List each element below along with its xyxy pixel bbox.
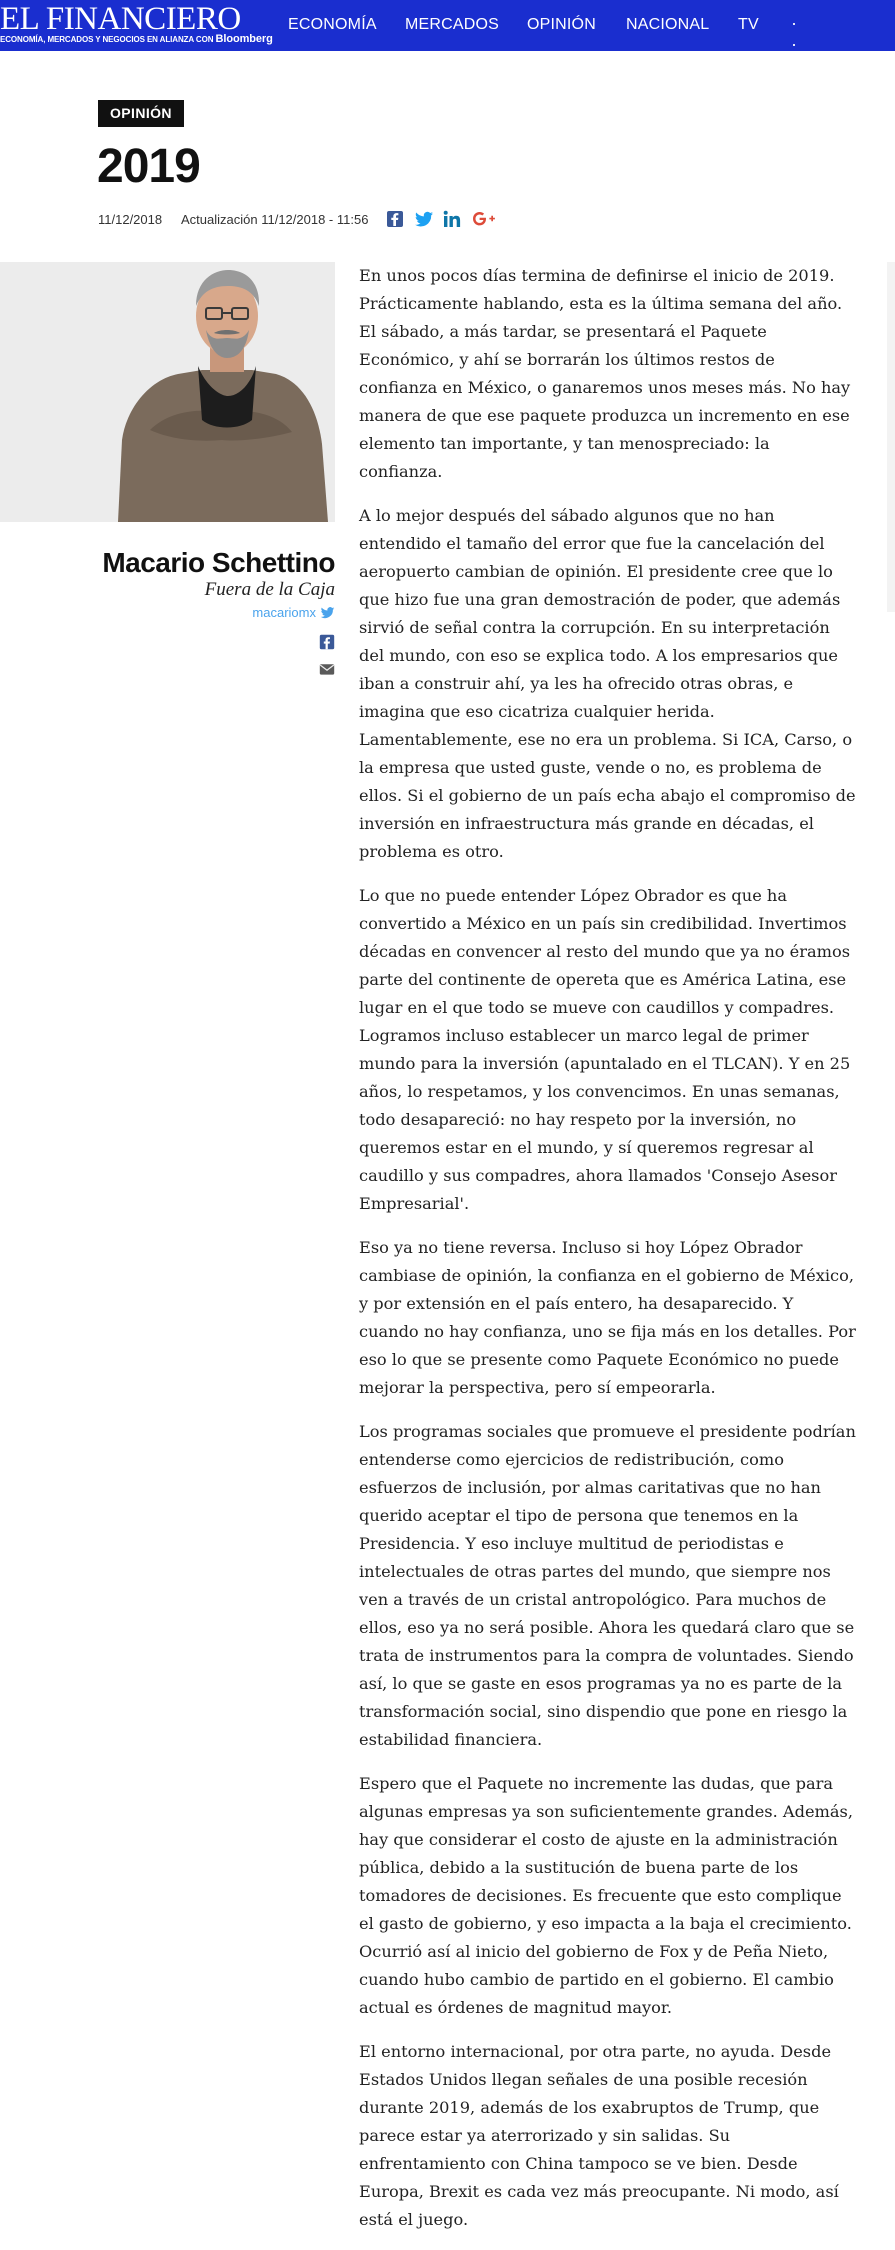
linkedin-icon <box>442 209 462 229</box>
top-navigation-bar <box>0 0 895 75</box>
logo-name: EL FINANCIERO <box>0 1 241 37</box>
article-paragraph: En unos pocos días termina de definirse el inicio de 2019. Prácticamente hablando, esta es la última semana del año. El sábado, a más tardar, se presentará el Paquete Económico, y ahí se borrarán los últimos restos de confianza en México, o ganaremos unos meses más. No hay manera de que ese paquete produzca un incremento en ese elemento tan importante, y tan menospreciado: la confianza. <box>359 266 851 481</box>
article-updated: Actualización 11/12/2018 - 11:56 <box>181 212 369 227</box>
site-logo[interactable] <box>0 1 273 48</box>
facebook-icon <box>319 634 335 650</box>
logo-tagline-text: ECONOMÍA, MERCADOS Y NEGOCIOS EN ALIANZA CON <box>0 35 214 44</box>
article-title: 2019 <box>97 140 200 193</box>
article-paragraph: Lo que no puede entender López Obrador es que ha convertido a México en un país sin credibilidad. Invertimos décadas en convencer al resto del mundo que ya no éramos parte del continente de opereta que es América Latina, ese lugar en el que todo se mueve con caudillos y compadres. Logramos incluso establecer un marco legal de primer mundo para la inversión (apuntalado en el TLCAN). Y en 25 años, lo respetamos, y los convencimos. En unas semanas, todo desapareció: no hay respeto por la inversión, no queremos estar en el mundo, y sí queremos regresar al caudillo y sus compadres, ahora llamados 'Consejo Asesor Empresarial'. <box>359 886 851 1213</box>
article-paragraph: Espero que el Paquete no incremente las dudas, que para algunas empresas ya son suficientemente grandes. Además, hay que considerar el costo de ajuste en la administración pública, debido a la sustitución de buena parte de los tomadores de decisiones. Es frecuente que esto complique el gasto de gobierno, y eso impacta a la baja el crecimiento. Ocurrió así al inicio del gobierno de Fox y de Peña Nieto, cuando hubo cambio de partido en el gobierno. El cambio actual es órdenes de magnitud mayor. <box>359 1774 853 2017</box>
side-ad-placeholder <box>887 262 895 612</box>
author-portrait <box>0 262 335 522</box>
google-plus-icon <box>472 209 496 229</box>
author-photo <box>0 262 335 522</box>
nav-item-tv[interactable]: TV <box>738 16 759 33</box>
author-name[interactable]: Macario Schettino <box>102 547 335 578</box>
column-name: Fuera de la Caja <box>204 579 335 600</box>
logo-partner: Bloomberg <box>215 33 273 45</box>
nav-item-economia[interactable]: ECONOMÍA <box>288 16 377 33</box>
section-badge[interactable]: OPINIÓN <box>98 100 184 127</box>
facebook-icon <box>385 209 405 229</box>
article-paragraph: El entorno internacional, por otra parte, no ayuda. Desde Estados Unidos llegan señales de una posible recesión durante 2019, además de los exabruptos de Trump, que parece estar ya aterrorizado y sin salidas. Su enfrentamiento con China tampoco se ve bien. Desde Europa, Brexit es cada vez más preocupante. Ni modo, así está el juego. <box>359 2042 839 2229</box>
share-twitter-button[interactable] <box>414 209 434 229</box>
logo-tagline <box>0 34 273 45</box>
author-facebook-link[interactable] <box>319 634 335 650</box>
nav-item-opinion[interactable]: OPINIÓN <box>527 16 596 33</box>
article-body <box>359 262 857 2250</box>
author-email-link[interactable] <box>319 661 335 677</box>
nav-item-nacional[interactable]: NACIONAL <box>626 16 710 33</box>
share-facebook-button[interactable] <box>385 209 405 229</box>
author-twitter-link[interactable] <box>252 603 335 623</box>
envelope-icon <box>319 661 335 677</box>
article-paragraph: Los programas sociales que promueve el presidente podrían entenderse como ejercicios de redistribución, como esfuerzos de inclusión, por almas caritativas que no han querido aceptar el tipo de persona que tenemos en la Presidencia. Y eso incluye multitud de periodistas e intelectuales de otras partes del mundo, que siempre nos ven a través de un cristal antropológico. Para muchos de ellos, eso ya no será posible. Ahora les quedará claro que se trata de instrumentos para la compra de voluntades. Siendo así, lo que se gaste en esos programas ya no es parte de la transformación social, sino dispendio que pone en riesgo la estabilidad financiera. <box>359 1422 856 1749</box>
twitter-icon <box>414 209 434 229</box>
article-paragraph: A lo mejor después del sábado algunos que no han entendido el tamaño del error que fue la cancelación del aeropuerto cambian de opinión. El presidente cree que lo que hizo fue una gran demostración de poder, que además sirvió de señal contra la corrupción. En su interpretación del mundo, con eso se explica todo. A los empresarios que iban a construir ahí, ya les ha ofrecido otras obras, e imagina que eso cicatriza cualquier herida. Lamentablemente, ese no era un problema. Si ICA, Carso, o la empresa que usted guste, vende o no, es problema de ellos. Si el gobierno de un país echa abajo el compromiso de inversión en infraestructura más grande en décadas, el problema es otro. <box>359 506 856 861</box>
twitter-icon <box>320 605 335 620</box>
share-linkedin-button[interactable] <box>442 209 462 229</box>
share-google-plus-button[interactable] <box>472 209 496 229</box>
nav-more-button[interactable]: · · · <box>791 13 799 75</box>
nav-item-mercados[interactable]: MERCADOS <box>405 16 500 33</box>
author-handle: macariomx <box>252 605 316 620</box>
article-paragraph: Eso ya no tiene reversa. Incluso si hoy López Obrador cambiase de opinión, la confianza en el gobierno de México, y por extensión en el país entero, ha desaparecido. Y cuando no hay confianza, uno se fija más en los detalles. Por eso lo que se presente como Paquete Económico no puede mejorar la perspectiva, pero sí empeorarla. <box>359 1238 856 1397</box>
article-date: 11/12/2018 <box>98 212 163 227</box>
